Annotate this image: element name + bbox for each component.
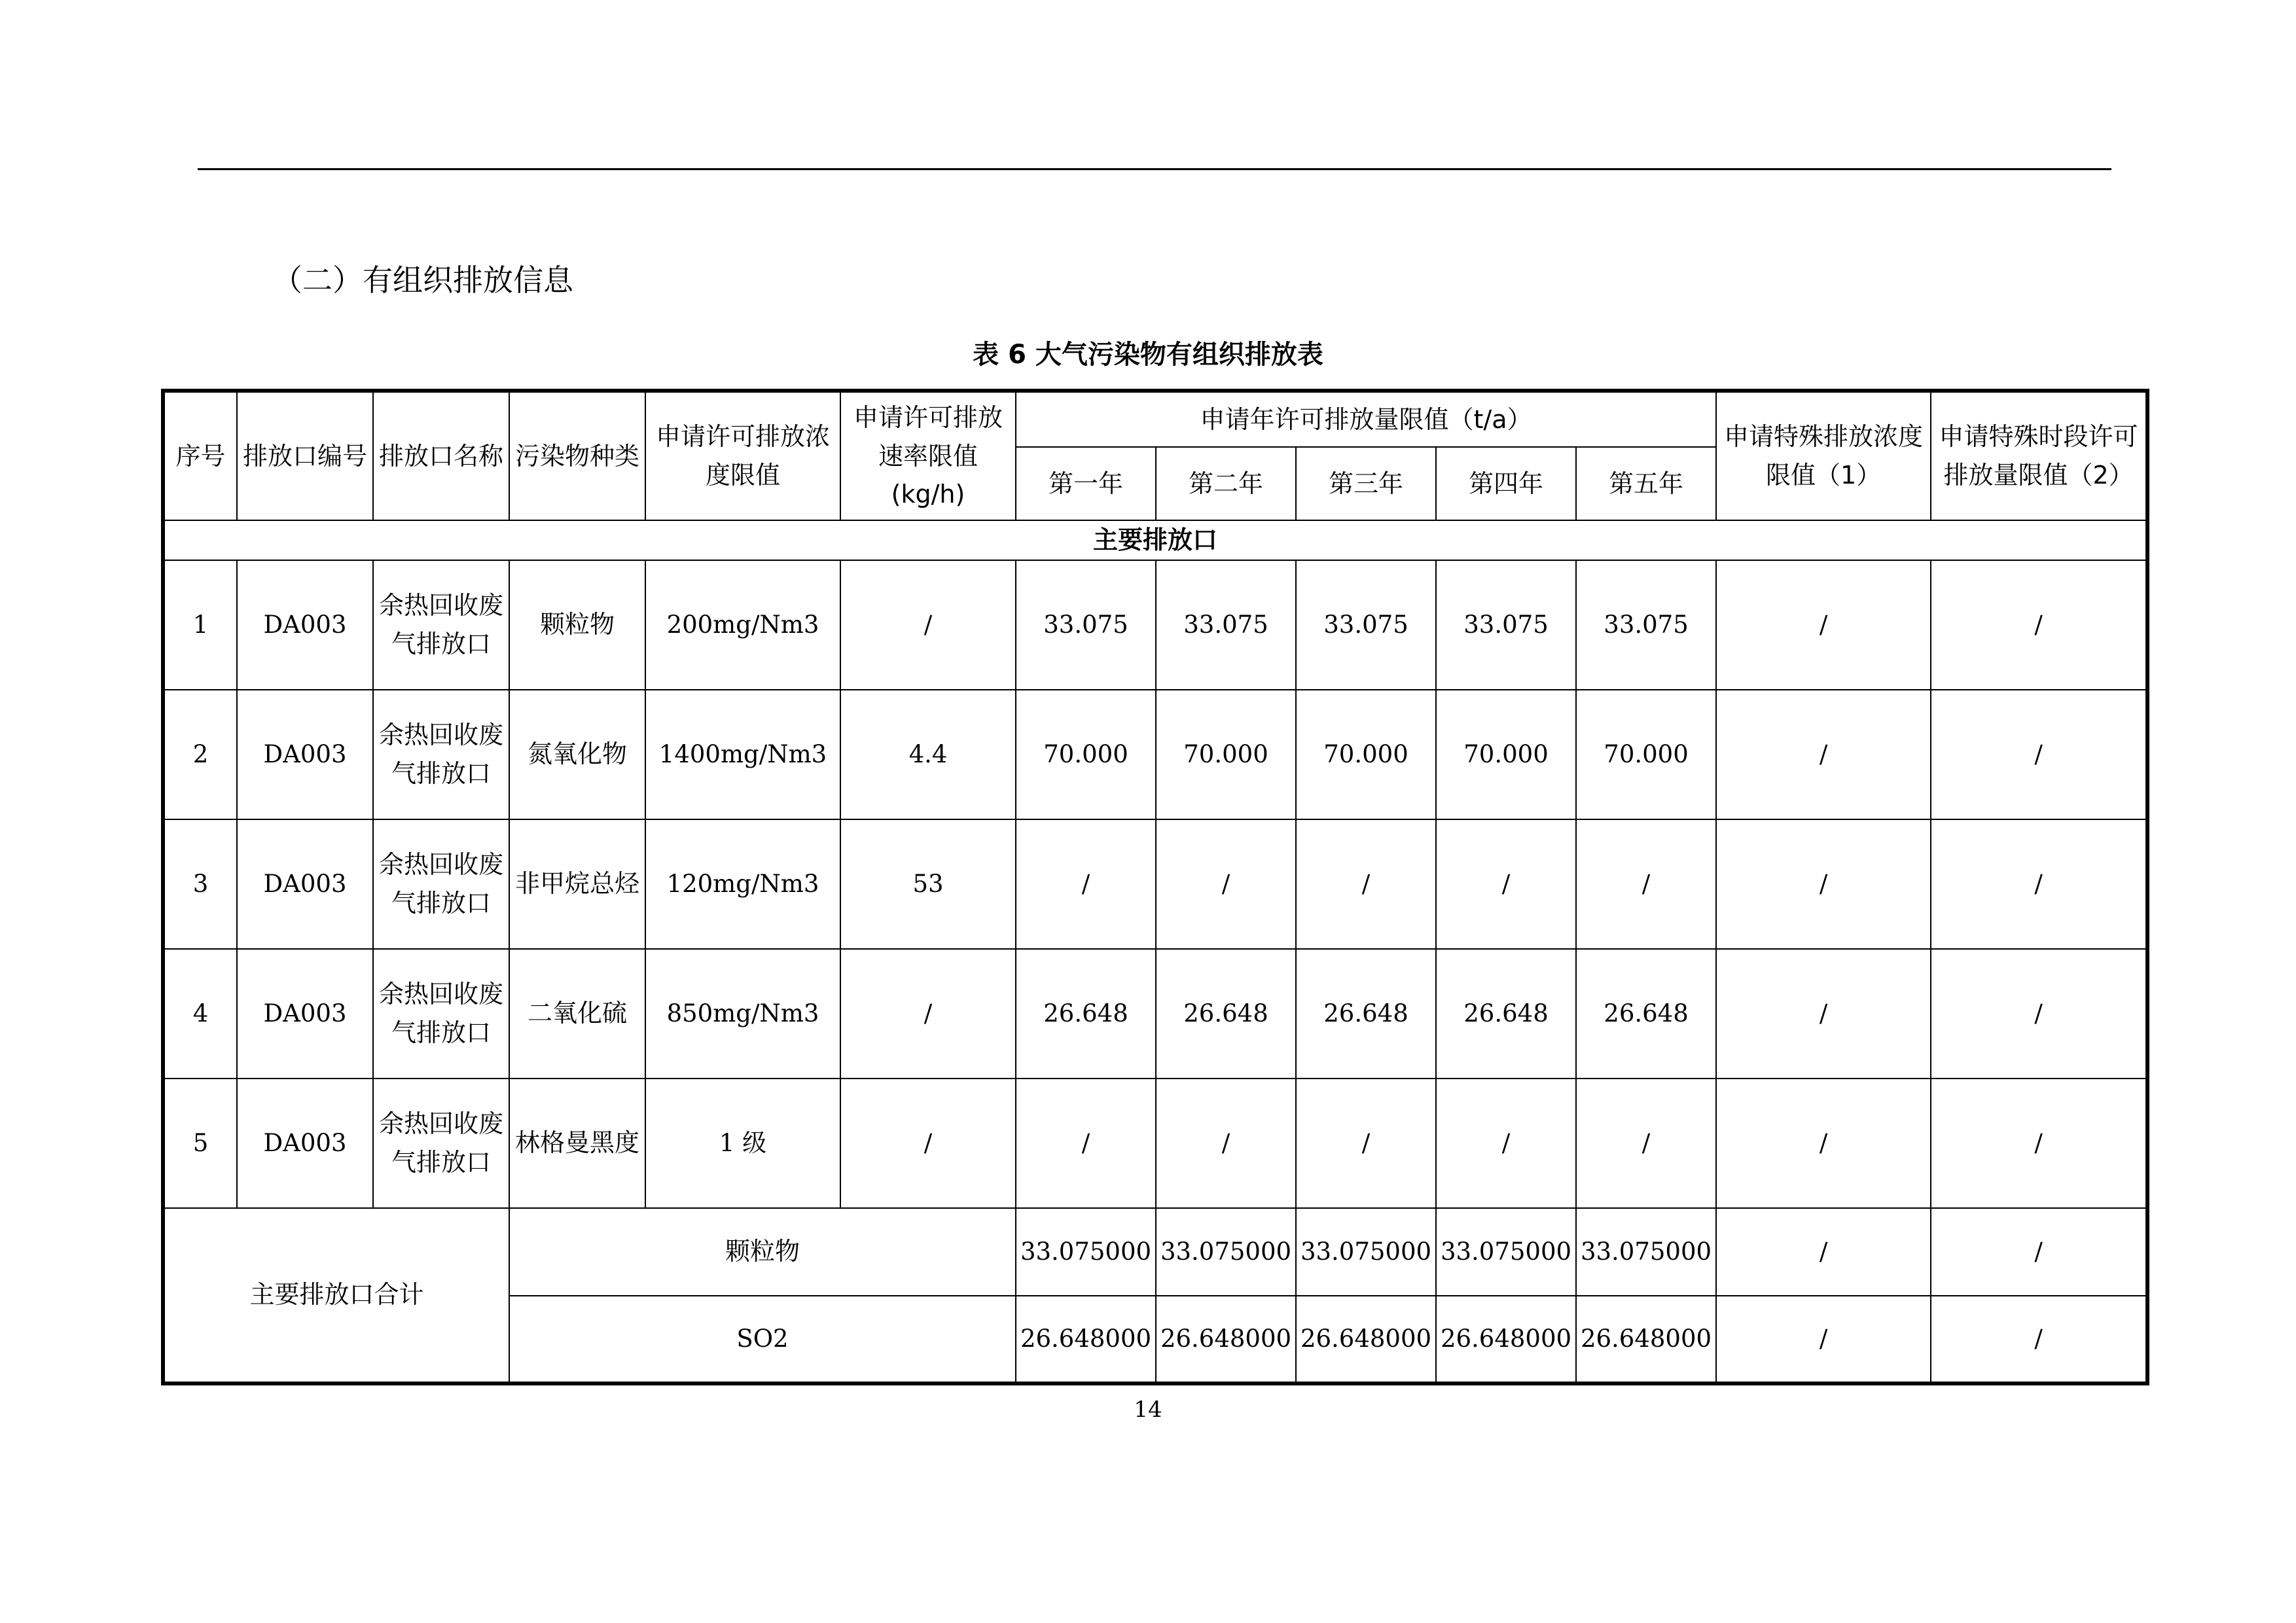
year-2-cell: 26.648 [1156,949,1296,1079]
year-1-cell: 70.000 [1016,690,1156,819]
year-2-cell: / [1156,1079,1296,1208]
pollutant-cell: 颗粒物 [509,560,645,690]
year-1-cell: 26.648 [1016,949,1156,1079]
year-5-cell: / [1576,819,1716,949]
pollutant-cell: 林格曼黑度 [509,1079,645,1208]
year-4-cell: / [1436,1079,1576,1208]
pollutant-cell: 非甲烷总烃 [509,819,645,949]
year-1-cell: 33.075 [1016,560,1156,690]
total-year-1-cell: 26.648000 [1016,1296,1156,1383]
header-year-2: 第二年 [1156,447,1296,520]
concentration-cell: 850mg/Nm3 [645,949,840,1079]
total-year-2-cell: 26.648000 [1156,1296,1296,1383]
total-year-5-cell: 26.648000 [1576,1296,1716,1383]
header-outlet-name: 排放口名称 [373,391,509,520]
seq-cell: 2 [163,690,237,819]
outlet-code-cell: DA003 [237,560,373,690]
special-concentration-cell: / [1716,690,1931,819]
total-pollutant-cell: 颗粒物 [509,1208,1016,1296]
pollutant-cell: 氮氧化物 [509,690,645,819]
outlet-name-cell: 余热回收废气排放口 [373,1079,509,1208]
table-row [163,690,2147,819]
header-year-4: 第四年 [1436,447,1576,520]
year-3-cell: 70.000 [1296,690,1436,819]
header-year-5: 第五年 [1576,447,1716,520]
seq-cell: 4 [163,949,237,1079]
outlet-name-cell: 余热回收废气排放口 [373,560,509,690]
group-title: 主要排放口 [163,520,2147,560]
total-year-1-cell: 33.075000 [1016,1208,1156,1296]
special-period-cell: / [1931,690,2147,819]
year-3-cell: / [1296,1079,1436,1208]
outlet-name-cell: 余热回收废气排放口 [373,819,509,949]
total-special-period-cell: / [1931,1208,2147,1296]
rate-cell: 53 [840,819,1016,949]
total-year-3-cell: 33.075000 [1296,1208,1436,1296]
section-heading: （二）有组织排放信息 [272,262,573,298]
outlet-code-cell: DA003 [237,819,373,949]
header-concentration-limit: 申请许可排放浓度限值 [645,391,840,520]
year-5-cell: 26.648 [1576,949,1716,1079]
table-row [163,949,2147,1079]
header-year-1: 第一年 [1016,447,1156,520]
header-pollutant: 污染物种类 [509,391,645,520]
pollutant-cell: 二氧化硫 [509,949,645,1079]
concentration-cell: 1 级 [645,1079,840,1208]
header-year-3: 第三年 [1296,447,1436,520]
seq-cell: 1 [163,560,237,690]
header-outlet-code: 排放口编号 [237,391,373,520]
special-concentration-cell: / [1716,1079,1931,1208]
special-period-cell: / [1931,1079,2147,1208]
rate-cell: / [840,560,1016,690]
special-concentration-cell: / [1716,560,1931,690]
header-seq: 序号 [163,391,237,520]
rate-cell: 4.4 [840,690,1016,819]
year-5-cell: 70.000 [1576,690,1716,819]
total-special-period-cell: / [1931,1296,2147,1383]
concentration-cell: 1400mg/Nm3 [645,690,840,819]
total-special-concentration-cell: / [1716,1296,1931,1383]
outlet-name-cell: 余热回收废气排放口 [373,690,509,819]
year-1-cell: / [1016,819,1156,949]
outlet-code-cell: DA003 [237,949,373,1079]
outlet-code-cell: DA003 [237,1079,373,1208]
year-2-cell: / [1156,819,1296,949]
table-caption: 表 6 大气污染物有组织排放表 [973,340,1323,370]
year-3-cell: 33.075 [1296,560,1436,690]
special-concentration-cell: / [1716,819,1931,949]
table-row [163,819,2147,949]
rate-cell: / [840,1079,1016,1208]
total-pollutant-cell: SO2 [509,1296,1016,1383]
special-period-cell: / [1931,560,2147,690]
total-special-concentration-cell: / [1716,1208,1931,1296]
seq-cell: 3 [163,819,237,949]
special-period-cell: / [1931,819,2147,949]
year-4-cell: 70.000 [1436,690,1576,819]
seq-cell: 5 [163,1079,237,1208]
concentration-cell: 200mg/Nm3 [645,560,840,690]
emission-table [161,389,2149,1385]
total-label: 主要排放口合计 [163,1208,509,1383]
header-special-period: 申请特殊时段许可排放量限值（2） [1931,391,2147,520]
year-5-cell: / [1576,1079,1716,1208]
outlet-code-cell: DA003 [237,690,373,819]
table-row [163,1079,2147,1208]
total-year-5-cell: 33.075000 [1576,1208,1716,1296]
year-1-cell: / [1016,1079,1156,1208]
header-annual-limit: 申请年许可排放量限值（t/a） [1016,391,1716,447]
year-2-cell: 33.075 [1156,560,1296,690]
total-year-3-cell: 26.648000 [1296,1296,1436,1383]
year-4-cell: 26.648 [1436,949,1576,1079]
year-4-cell: / [1436,819,1576,949]
rate-cell: / [840,949,1016,1079]
year-2-cell: 70.000 [1156,690,1296,819]
page-number: 14 [1134,1397,1162,1423]
outlet-name-cell: 余热回收废气排放口 [373,949,509,1079]
table-row [163,560,2147,690]
year-3-cell: 26.648 [1296,949,1436,1079]
total-row [163,1208,2147,1296]
total-year-4-cell: 33.075000 [1436,1208,1576,1296]
year-5-cell: 33.075 [1576,560,1716,690]
year-3-cell: / [1296,819,1436,949]
year-4-cell: 33.075 [1436,560,1576,690]
special-period-cell: / [1931,949,2147,1079]
header-special-concentration: 申请特殊排放浓度限值（1） [1716,391,1931,520]
total-year-4-cell: 26.648000 [1436,1296,1576,1383]
header-rate-limit: 申请许可排放速率限值(kg/h) [840,391,1016,520]
special-concentration-cell: / [1716,949,1931,1079]
header-rule [198,168,2111,170]
total-year-2-cell: 33.075000 [1156,1208,1296,1296]
concentration-cell: 120mg/Nm3 [645,819,840,949]
